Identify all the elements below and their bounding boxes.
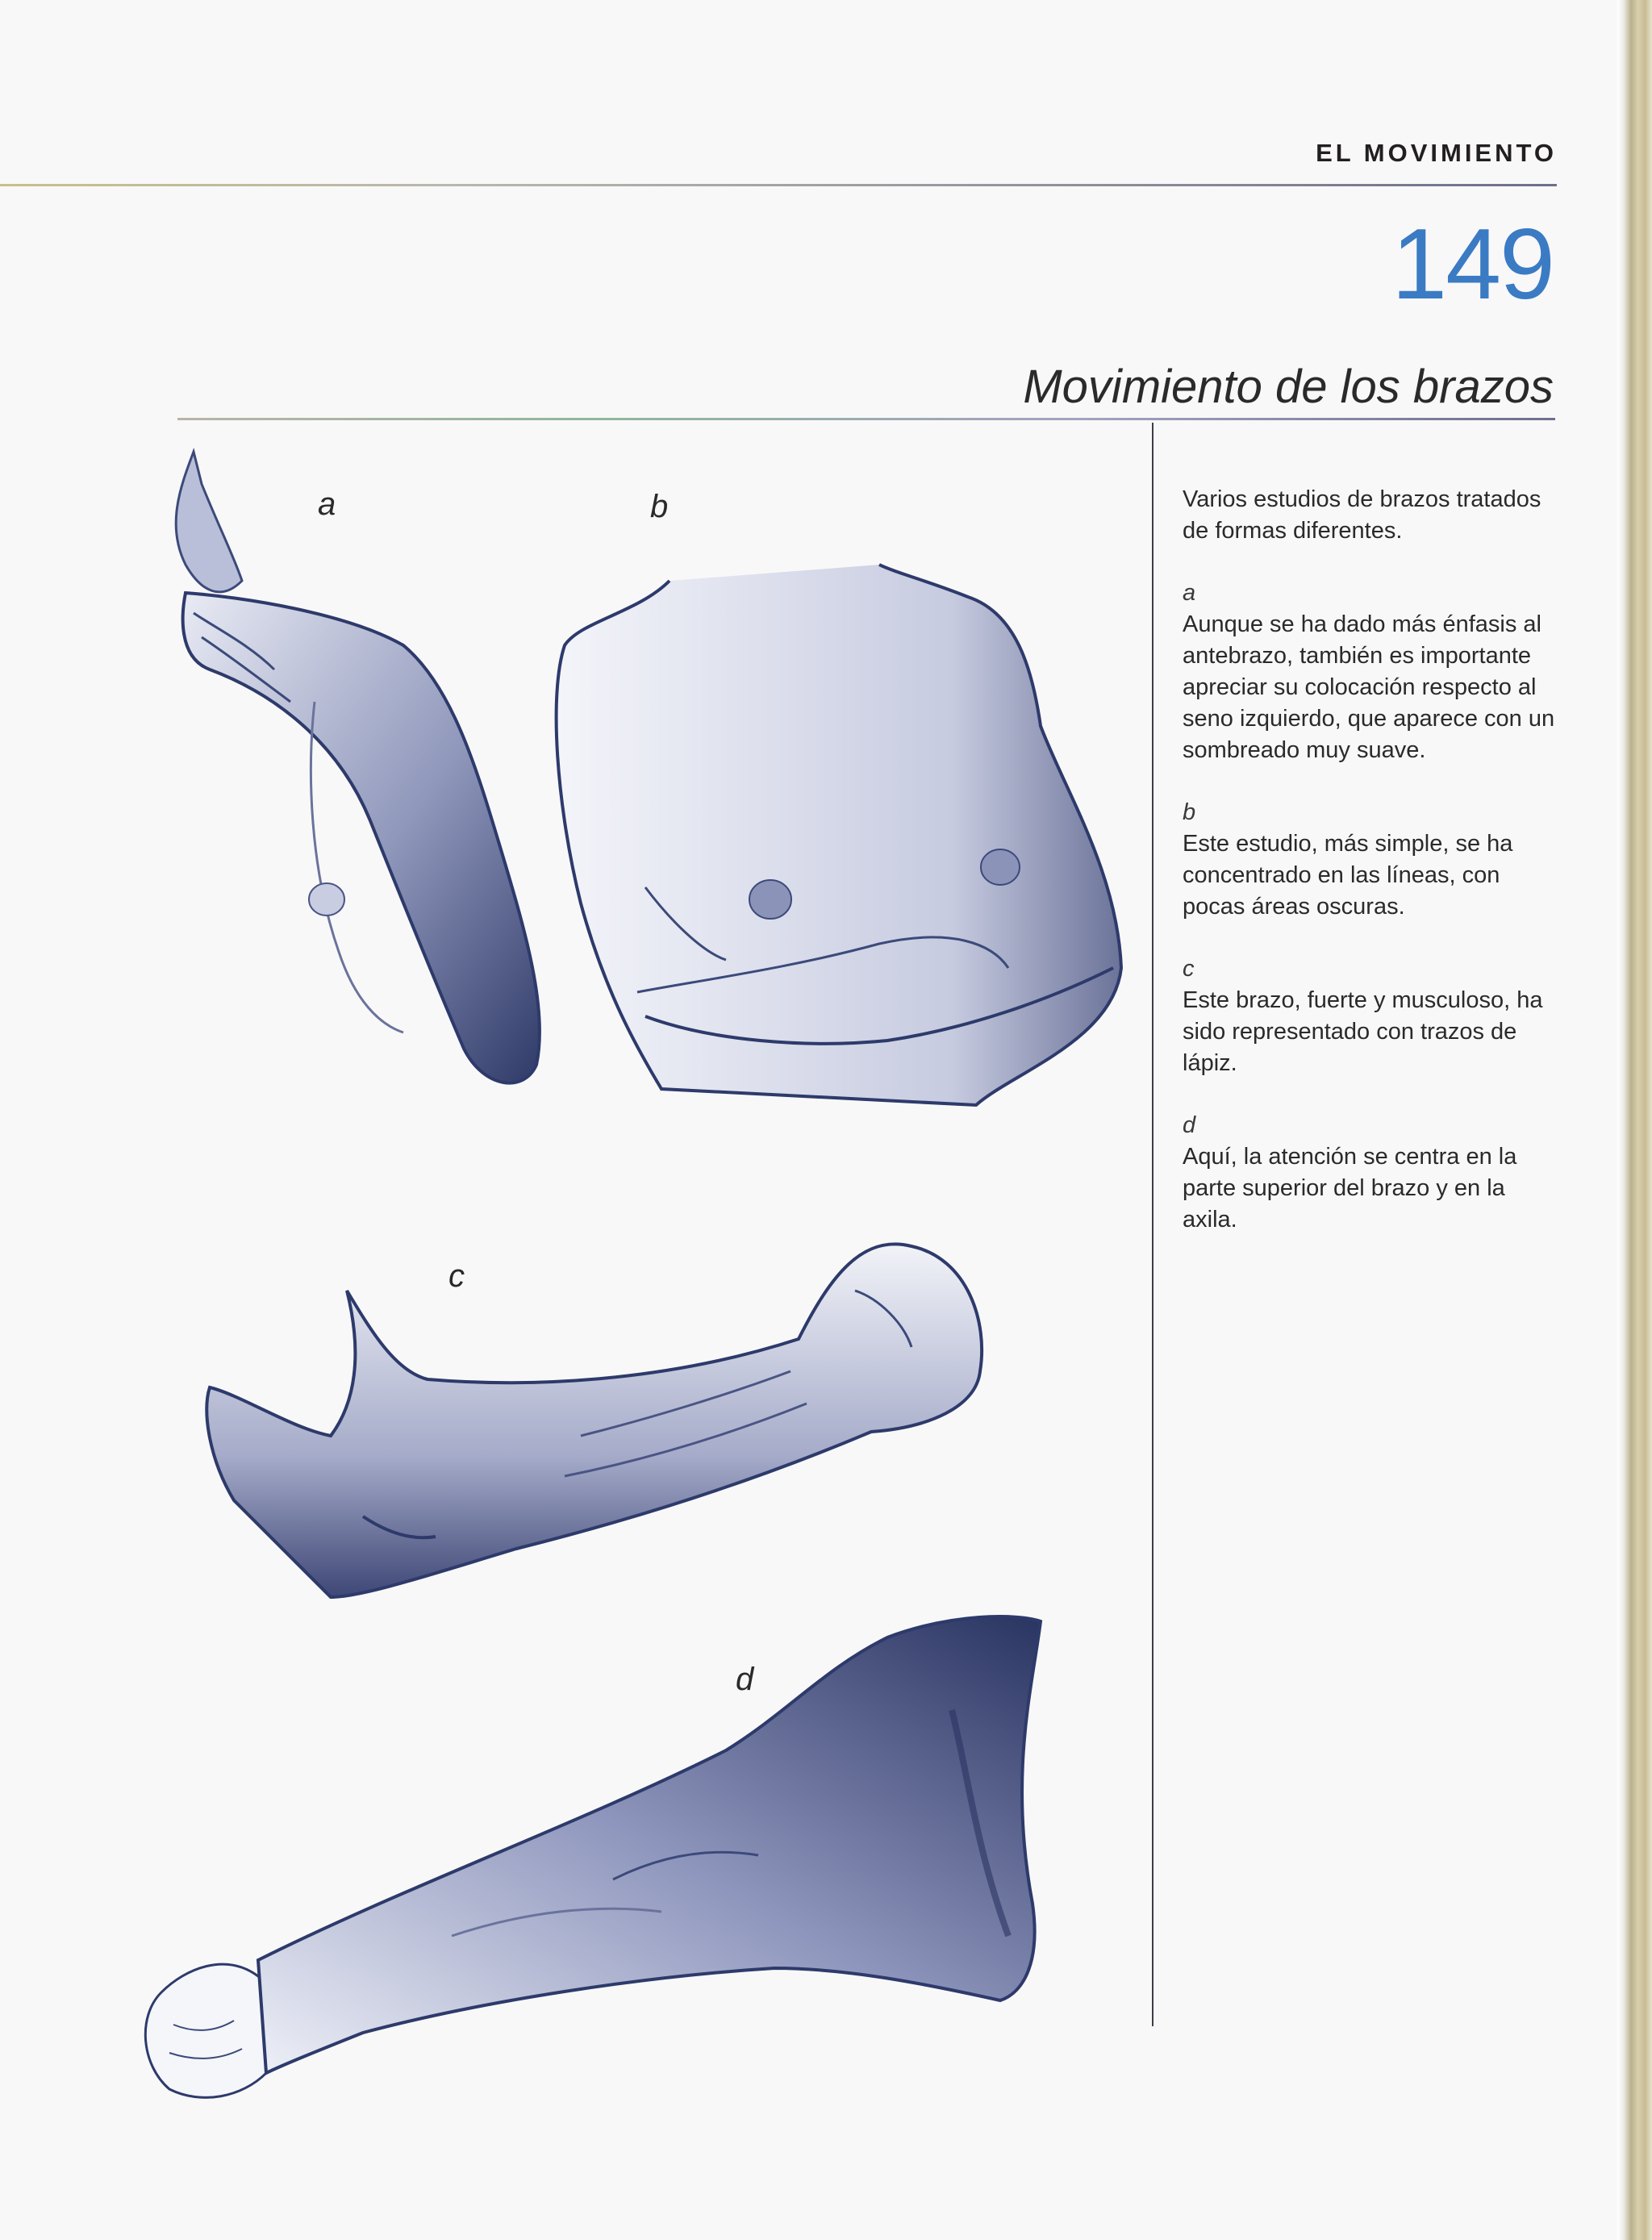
- caption-tag: b: [1183, 799, 1196, 825]
- section-label: EL MOVIMIENTO: [1316, 139, 1557, 167]
- caption-tag: d: [1183, 1112, 1196, 1138]
- figure-label-d: d: [736, 1662, 754, 1697]
- figure-label-c: c: [448, 1258, 465, 1294]
- caption-column: [1183, 484, 1562, 1266]
- intro-text: Varios estudios de brazos tratados de formas diferentes.: [1183, 486, 1541, 544]
- caption-body: Aquí, la atención se centra en la parte superior del brazo y en la axila.: [1183, 1144, 1517, 1233]
- figure-d-drawing: [145, 1616, 1041, 2097]
- page-title: Movimiento de los brazos: [1023, 361, 1554, 413]
- caption-body: Este estudio, más simple, se ha concentrado en las líneas, con pocas áreas oscuras.: [1183, 831, 1513, 920]
- figure-label-a: a: [318, 486, 336, 522]
- figure-a-drawing: [176, 452, 540, 1083]
- caption-item: [1183, 578, 1562, 766]
- figure-label-b: b: [650, 489, 669, 524]
- figure-c-drawing: [206, 1244, 982, 1597]
- caption-item: [1183, 953, 1562, 1079]
- figure-b-drawing: [557, 565, 1121, 1105]
- caption-tag: c: [1183, 956, 1195, 982]
- page-edge: [1617, 0, 1652, 2240]
- caption-item: [1183, 1110, 1562, 1236]
- caption-body: Este brazo, fuerte y musculoso, ha sido representado con trazos de lápiz.: [1183, 987, 1543, 1076]
- page-number: 149: [1391, 209, 1554, 320]
- column-divider: [1152, 423, 1153, 2026]
- caption-body: Aunque se ha dado más énfasis al antebrazo, también es importante apreciar su colocación respecto al seno izquierdo, que aparece con un sombreado muy suave.: [1183, 611, 1555, 763]
- caption-tag: a: [1183, 580, 1196, 606]
- caption-item: [1183, 797, 1562, 923]
